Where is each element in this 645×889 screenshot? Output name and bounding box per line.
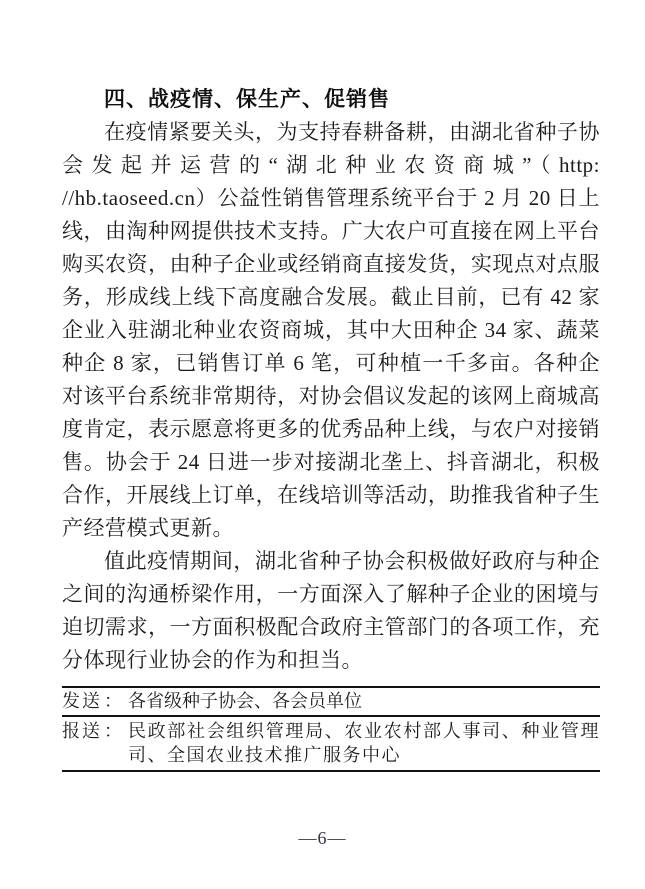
page-number: —6— (298, 828, 347, 848)
paragraph-2: 值此疫情期间，湖北省种子协会积极做好政府与种企之间的沟通桥梁作用，一方面深入了解种子企业的困境与迫切需求，一方面积极配合政府主管部门的各项工作，充分体现行业协会的作为和担当。 (62, 549, 600, 672)
report-label: 报送 (62, 721, 102, 741)
distribution-block (62, 686, 600, 772)
report-value: 民政部社会组织管理局、农业农村部人事司、种业管理司、全国农业技术推广服务中心 (128, 721, 600, 765)
paragraph-1: 在疫情紧要关头，为支持春耕备耕，由湖北省种子协会发起并运营的“湖北种业农资商城”（http: //hb.taoseed.cn）公益性销售管理系统平台于 2 月 20 日上线，由淘种网提供技术支持。广大农户可直接在网上平台购买农资，由种子企业或经销商直接发货，实现点对点服务，形成线上线下高度融合发展。截止目前，已有 42 家企业入驻湖北种业农资商城，其中大田种企 34 家、蔬菜种企 8 家，已销售订单 6 笔，可种植一千多亩。各种企对该平台系统非常期待，对协会倡议发起的该网上商城高度肯定，表示愿意将更多的优秀品种上线，与农户对接销售。协会于 24 日进一步对接湖北垄上、抖音湖北，积极合作，开展线上订单，在线培训等活动，助推我省种子生产经营模式更新。 (62, 120, 600, 540)
send-value: 各省级种子协会、各会员单位 (128, 691, 362, 711)
document-body (62, 83, 600, 677)
send-label: 发送 (62, 691, 102, 711)
report-separator: ： (104, 721, 122, 741)
report-row (62, 717, 600, 770)
send-separator: ： (104, 691, 122, 711)
send-row (62, 688, 600, 717)
section-heading: 四、战疫情、保生产、促销售 (104, 88, 390, 111)
